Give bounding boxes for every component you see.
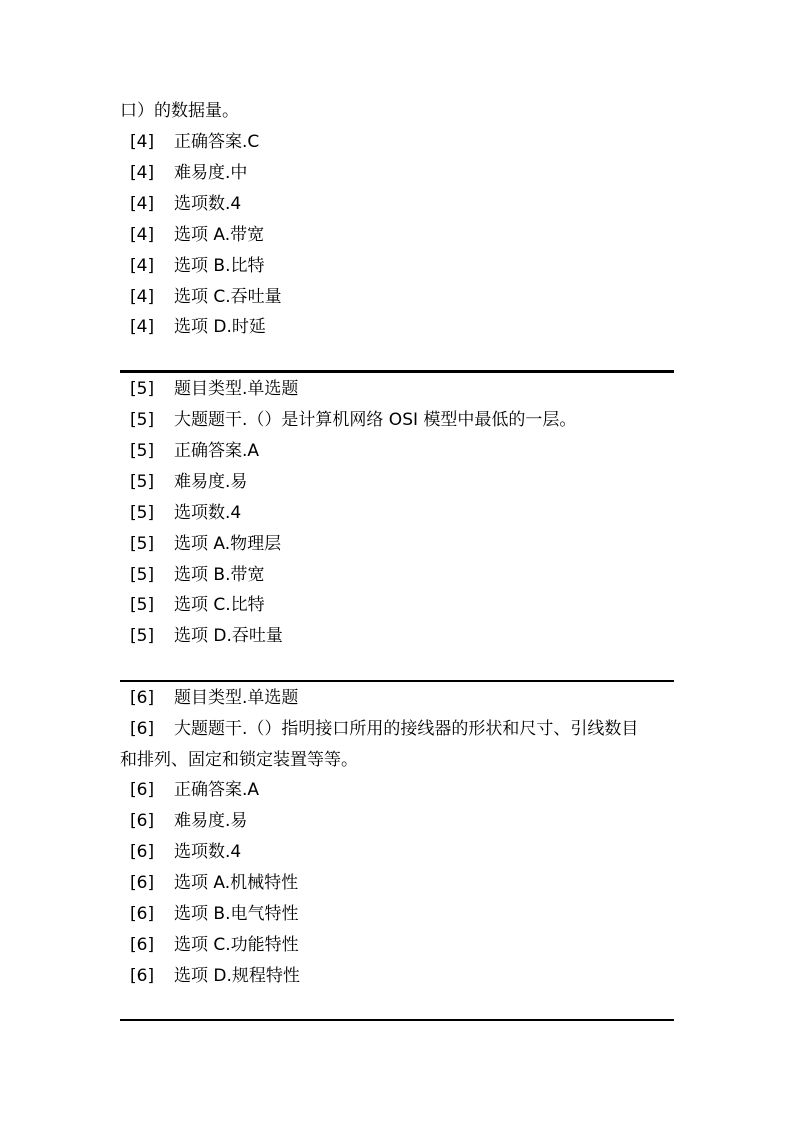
question-divider [120,1019,674,1021]
q5-number: [5] [130,441,155,461]
q6-answer: 正确答案.A [174,780,260,800]
q6-option-a: 选项 A.机械特性 [174,873,299,893]
q5-option-b: 选项 B.带宽 [174,565,265,585]
question-divider [120,680,674,682]
q4-difficulty: 难易度.中 [174,163,248,183]
q4-option-count: 选项数.4 [174,194,242,214]
q6-number: [6] [130,935,155,955]
q6-number: [6] [130,842,155,862]
q4-number: [4] [130,287,155,307]
question-divider [120,370,674,373]
q6-number: [6] [130,873,155,893]
q5-number: [5] [130,379,155,399]
q6-number: [6] [130,780,155,800]
q6-option-d: 选项 D.规程特性 [174,966,300,986]
continued-stem: 口）的数据量。 [120,101,239,121]
q5-number: [5] [130,410,155,430]
q5-option-d: 选项 D.吞吐量 [174,626,283,646]
q6-number: [6] [130,688,155,708]
q6-stem-line-2: 和排列、固定和锁定装置等等。 [120,750,358,770]
q5-option-count: 选项数.4 [174,503,242,523]
q6-number: [6] [130,811,155,831]
q4-number: [4] [130,163,155,183]
q5-number: [5] [130,472,155,492]
q4-answer: 正确答案.C [174,132,260,152]
q4-number: [4] [130,317,155,337]
q4-number: [4] [130,256,155,276]
q6-type: 题目类型.单选题 [174,688,299,708]
q5-option-a: 选项 A.物理层 [174,534,282,554]
q5-number: [5] [130,503,155,523]
q4-number: [4] [130,132,155,152]
q4-option-d: 选项 D.时延 [174,317,266,337]
q4-option-c: 选项 C.吞吐量 [174,287,282,307]
q4-option-b: 选项 B.比特 [174,256,265,276]
q6-option-count: 选项数.4 [174,842,242,862]
q6-option-c: 选项 C.功能特性 [174,935,299,955]
q4-option-a: 选项 A.带宽 [174,225,265,245]
q5-option-c: 选项 C.比特 [174,595,265,615]
q5-stem: 大题题干.（）是计算机网络 OSI 模型中最低的一层。 [174,410,577,430]
q5-answer: 正确答案.A [174,441,260,461]
q5-number: [5] [130,565,155,585]
q6-difficulty: 难易度.易 [174,811,248,831]
q6-number: [6] [130,904,155,924]
q6-number: [6] [130,966,155,986]
q5-number: [5] [130,595,155,615]
q5-number: [5] [130,626,155,646]
q6-stem-line-1: 大题题干.（）指明接口所用的接线器的形状和尺寸、引线数目 [174,719,639,739]
q5-difficulty: 难易度.易 [174,472,248,492]
q6-option-b: 选项 B.电气特性 [174,904,299,924]
q4-number: [4] [130,194,155,214]
q4-number: [4] [130,225,155,245]
q6-number: [6] [130,719,155,739]
q5-type: 题目类型.单选题 [174,379,299,399]
q5-number: [5] [130,534,155,554]
